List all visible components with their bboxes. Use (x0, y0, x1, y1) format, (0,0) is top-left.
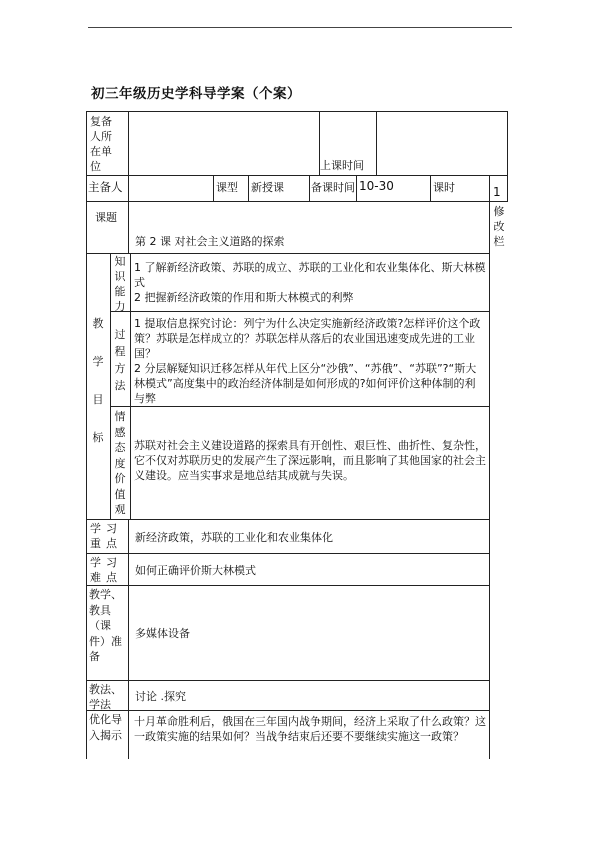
document-title: 初三年级历史学科导学案（个案） (91, 86, 301, 102)
lesson-type-value: 新授课 (251, 181, 284, 194)
process-line-2: 2 分层解疑知识迁移怎样从年代上区分“沙俄”、“苏俄”、“苏联”?“斯大林模式”高度集中的政治经济体制是如何形成的?如何评价这种体制的利与弊 (134, 362, 477, 405)
knowledge-line-1: 1 了解新经济政策、苏联的成立、苏联的工业化和农业集体化、斯大林模式 (134, 261, 486, 289)
prep-label: 教学、教具（课件）准备 (89, 588, 122, 663)
emotion-text: 苏联对社会主义建设道路的探索具有开创性、艰巨性、曲折性、复杂性，它不仅对苏联历史的发展产生了深远影响，而且影响了其他国家的社会主义建设。应当实事求是地总结其成就与失误。 (134, 439, 486, 482)
preparer-label: 主备人 (88, 180, 123, 194)
process-line-1: 1 提取信息探究讨论：列宁为什么决定实施新经济政策?怎样评价这个政策？苏联是怎样成立的？苏联怎样从落后的农业国迅速变成先进的工业国？ (134, 317, 481, 360)
knowledge-line-2: 2 把握新经济政策的作用和斯大林模式的利弊 (134, 291, 354, 304)
hours-value: 1 (493, 185, 501, 199)
prep-time-value: 10-30 (359, 179, 394, 193)
class-time-label: 上课时间 (320, 159, 364, 172)
difficult-points-value: 如何正确评价斯大林模式 (135, 564, 256, 577)
lesson-type-label: 课型 (216, 181, 238, 194)
topic-value: 第 2 课 对社会主义道路的探索 (135, 235, 285, 248)
emotion-label: 情感态度价值观 (114, 410, 126, 516)
prep-value: 多媒体设备 (135, 627, 190, 640)
process-label: 过程方法 (114, 328, 126, 392)
difficult-points-label: 学习难点 (90, 556, 122, 584)
method-label: 教法、学法 (89, 683, 122, 711)
topic-label: 课题 (95, 211, 117, 224)
intro-label: 优化导入揭示 (89, 713, 122, 742)
knowledge-label: 知识能力 (114, 255, 126, 313)
method-value: 讨论 .探究 (135, 690, 186, 703)
revision-label: 修改栏 (493, 205, 505, 248)
prep-time-label: 备课时间 (311, 181, 355, 194)
key-points-label: 学习重点 (90, 522, 122, 550)
hours-label: 课时 (433, 181, 455, 194)
intro-text: 十月革命胜利后，俄国在三年国内战争期间，经济上采取了什么政策？这一政策实施的结果如何？当战争结束后还要不要继续实施这一政策？ (134, 715, 486, 743)
key-points-value: 新经济政策，苏联的工业化和农业集体化 (135, 531, 333, 544)
header-rule (88, 27, 512, 28)
objectives-label: 教学目标 (92, 317, 104, 444)
unit-label: 复备人所在单位 (90, 115, 112, 173)
